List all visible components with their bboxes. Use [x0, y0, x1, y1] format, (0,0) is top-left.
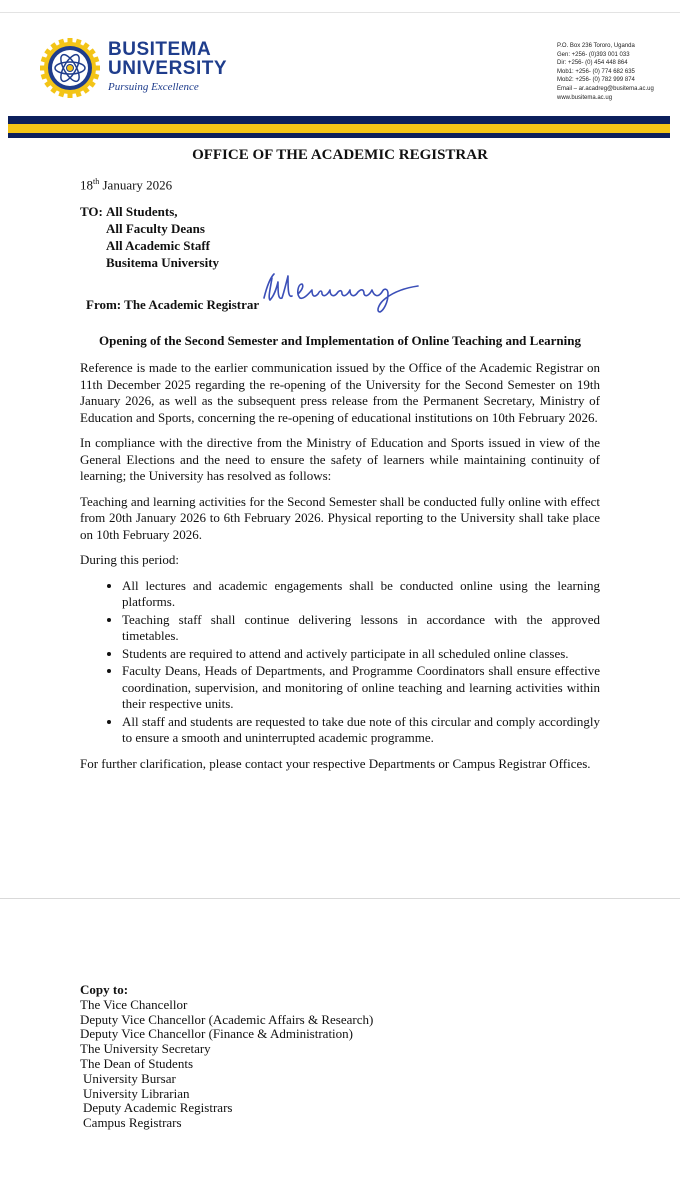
- list-item: • Students are required to attend and actively participate in all scheduled online classes.: [122, 646, 600, 663]
- contact-email: Email – ar.acadreg@busitema.ac.ug: [557, 85, 654, 92]
- list-item: • All staff and students are requested to take due note of this circular and comply accordingly to ensure a smooth and uninterrupted academic programme.: [122, 714, 600, 747]
- university-name: [108, 40, 227, 93]
- registrar-signature: [258, 268, 448, 316]
- copy-to-item: The Dean of Students: [80, 1055, 194, 1071]
- recipients-label: TO:: [80, 204, 103, 219]
- recipient-line: Busitema University: [106, 255, 220, 270]
- body-paragraph: During this period:: [80, 552, 179, 567]
- letter-body: [80, 360, 600, 781]
- university-logo: [38, 36, 102, 100]
- copy-to-item: Deputy Vice Chancellor (Academic Affairs & Research): [80, 1011, 374, 1027]
- copy-to-item: The Vice Chancellor: [80, 996, 188, 1012]
- contact-general-phone: Gen: +256- (0)393 001 033: [557, 51, 630, 58]
- recipient-line: All Faculty Deans: [106, 221, 205, 236]
- recipient-line: All Students,: [106, 204, 178, 219]
- body-paragraph: In compliance with the directive from the Ministry of Education and Sports issued in view of the General Elections and the need to ensure the safety of learners while maintaining continuity of learning; the University has resolved as follows:: [80, 435, 600, 483]
- university-name-line2: UNIVERSITY: [108, 58, 228, 79]
- office-title: OFFICE OF THE ACADEMIC REGISTRAR: [192, 147, 488, 163]
- letter-subject: Opening of the Second Semester and Implementation of Online Teaching and Learning: [99, 333, 581, 348]
- letterhead-band-navy-top: [8, 116, 670, 124]
- copy-to-item: University Bursar: [83, 1070, 176, 1086]
- contact-mobile-1: Mob1: +256- (0) 774 682 635: [557, 68, 635, 75]
- body-paragraph: Reference is made to the earlier communication issued by the Office of the Academic Registrar on 11th December 2025 regarding the re-opening of the University for the Second Semester on 19th January 2026, as well as the subsequent press release from the Permanent Secretary, Ministry of Education and Sports, concerning the re-opening of educational institutions on 10th February 2026.: [80, 360, 600, 425]
- date-month-year: January 2026: [99, 177, 173, 193]
- top-edge: [0, 0, 680, 13]
- recipients-block: [80, 203, 219, 271]
- from-line: From: The Academic Registrar: [86, 297, 260, 312]
- page-divider: [0, 898, 680, 899]
- date-day: 18: [80, 177, 93, 193]
- copy-to-item: Deputy Vice Chancellor (Finance & Administration): [80, 1026, 353, 1042]
- copy-to-item: University Librarian: [83, 1085, 190, 1101]
- recipient-line: All Academic Staff: [106, 238, 210, 253]
- letter-date: [80, 177, 172, 193]
- contact-direct-phone: Dir: +256- (0) 454 448 864: [557, 60, 628, 67]
- list-item: • Faculty Deans, Heads of Departments, and Programme Coordinators shall ensure effective coordination, supervision, and monitoring of online teaching and learning activities within their respective units.: [122, 663, 600, 713]
- letterhead-band-yellow: [8, 124, 670, 133]
- directives-list: [80, 578, 600, 747]
- contact-block: [557, 42, 654, 102]
- contact-website: www.busitema.ac.ug: [557, 94, 613, 101]
- copy-to-label: Copy to:: [80, 982, 129, 997]
- letterhead-band-navy-bottom: [8, 133, 670, 138]
- copy-to-item: Campus Registrars: [83, 1115, 182, 1131]
- closing-paragraph: For further clarification, please contact your respective Departments or Campus Registrar Offices.: [80, 755, 591, 771]
- date-suffix: th: [93, 177, 100, 186]
- list-item: • All lectures and academic engagements shall be conducted online using the learning platforms.: [122, 578, 600, 611]
- copy-to-item: The University Secretary: [80, 1041, 211, 1057]
- body-paragraph: Teaching and learning activities for the Second Semester shall be conducted fully online with effect from 20th January 2026 to 6th February 2026. Physical reporting to the University shall take place on 10th February 2026.: [80, 493, 600, 542]
- contact-address: P.O. Box 236 Tororo, Uganda: [557, 43, 635, 49]
- list-item: • Teaching staff shall continue delivering lessons in accordance with the approved timetables.: [122, 612, 600, 645]
- university-tagline: Pursuing Excellence: [108, 81, 199, 93]
- university-name-line1: BUSITEMA: [108, 39, 212, 60]
- copy-to-item: Deputy Academic Registrars: [83, 1100, 233, 1116]
- copy-to-block: [80, 983, 373, 1131]
- contact-mobile-2: Mob2: +256- (0) 782 999 874: [557, 77, 635, 84]
